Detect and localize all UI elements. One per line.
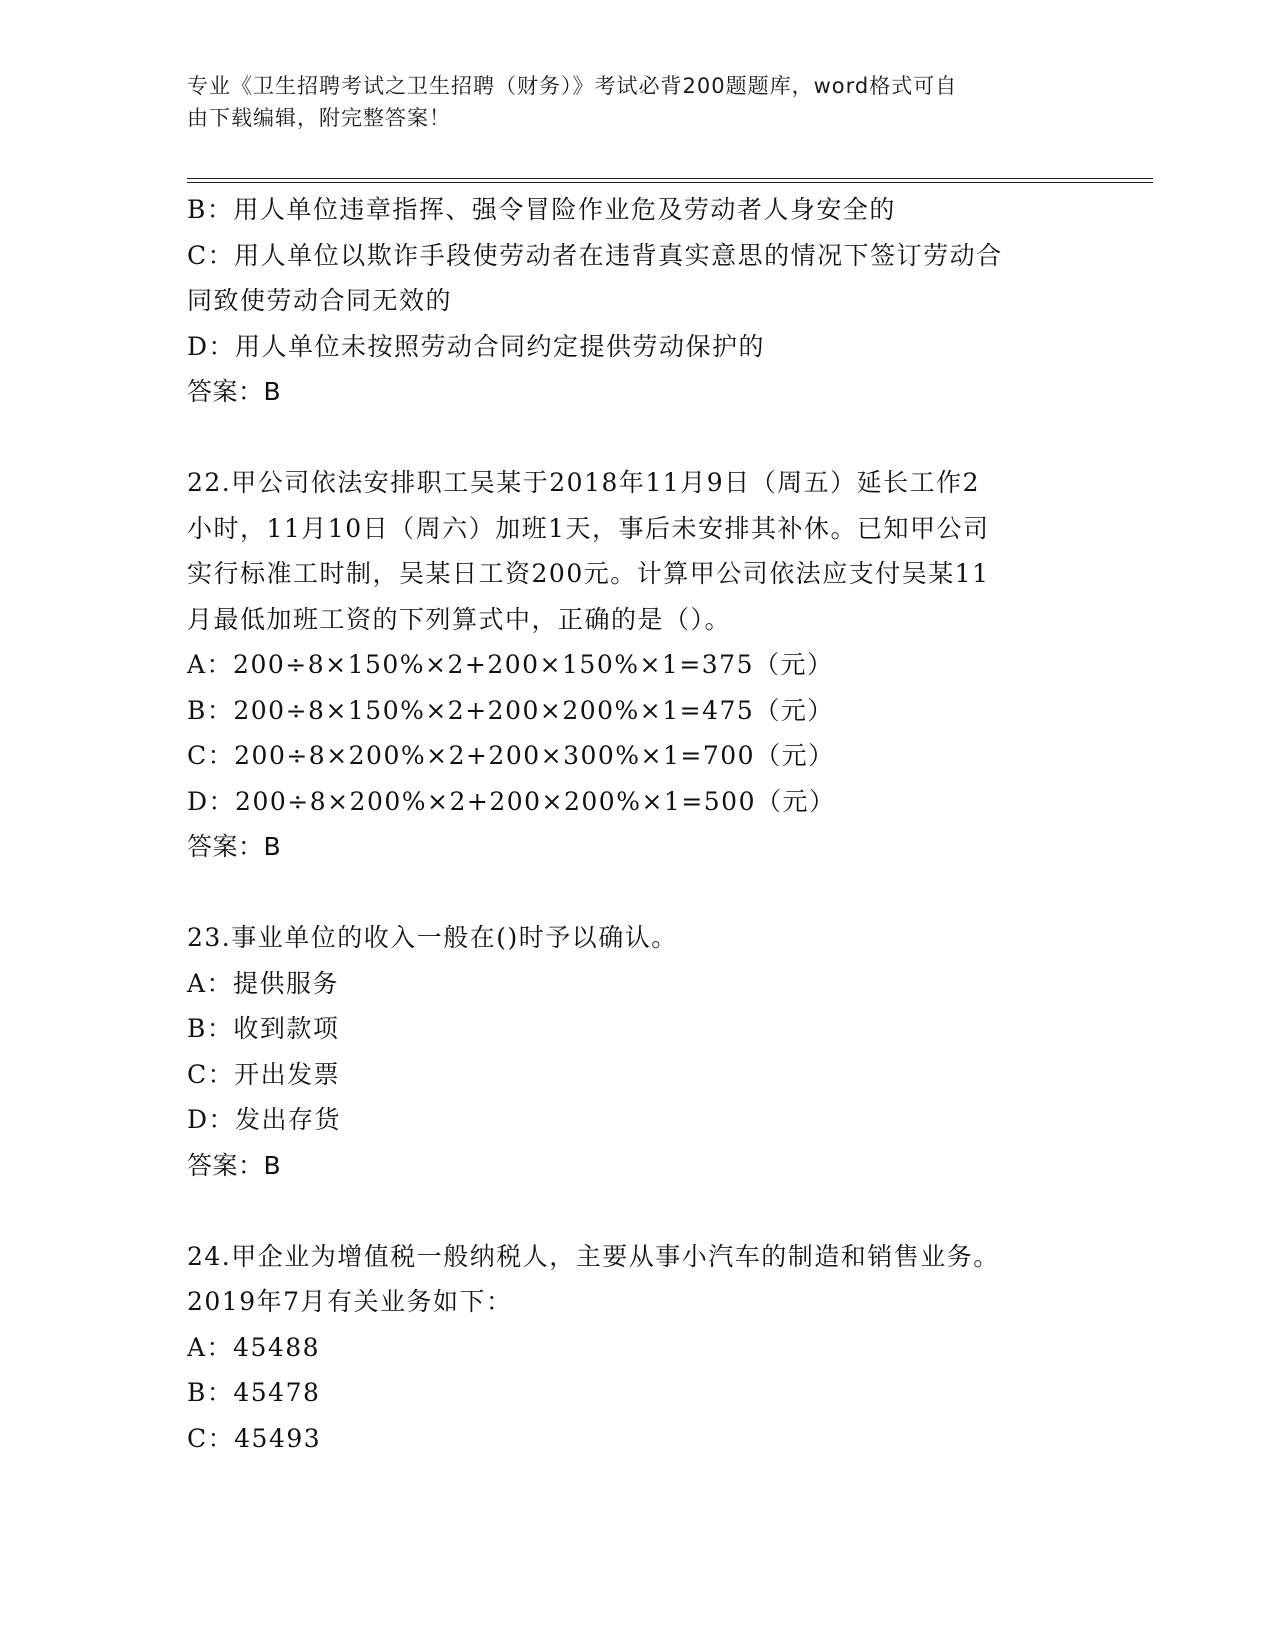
document-header [187, 70, 1067, 134]
q22-option-c: C：200÷8×200%×2+200×300%×1=700（元） [187, 741, 835, 770]
question-24 [187, 1234, 1087, 1462]
question-content [187, 187, 1087, 1461]
header-divider-bottom [187, 182, 1153, 183]
header-divider-top [187, 178, 1153, 179]
q23-option-a: A：提供服务 [187, 968, 340, 998]
q24-option-a: A：45488 [187, 1332, 321, 1362]
q24-stem-line-1: 24.甲企业为增值税一般纳税人，主要从事小汽车的制造和销售业务。 [187, 1241, 1000, 1271]
q21-option-c-line-2: 同致使劳动合同无效的 [187, 286, 453, 315]
q21-option-b: B：用人单位违章指挥、强令冒险作业危及劳动者人身安全的 [187, 195, 896, 224]
q23-option-b: B：收到款项 [187, 1014, 340, 1043]
spacer [187, 415, 1087, 461]
q22-option-a: A：200÷8×150%×2+200×150%×1=375（元） [187, 650, 834, 679]
q21-answer: 答案：B [187, 377, 282, 406]
q23-option-c: C：开出发票 [187, 1059, 341, 1089]
spacer [187, 1188, 1087, 1234]
question-22 [187, 460, 1087, 870]
q22-answer: 答案：B [187, 832, 282, 861]
q23-answer: 答案：B [187, 1150, 282, 1180]
q24-stem-line-2: 2019年7月有关业务如下： [187, 1287, 513, 1316]
q22-option-b: B：200÷8×150%×2+200×200%×1=475（元） [187, 695, 834, 725]
q22-option-d: D：200÷8×200%×2+200×200%×1=500（元） [187, 786, 836, 816]
q24-option-b: B：45478 [187, 1378, 321, 1407]
q22-stem-line-4: 月最低加班工资的下列算式中，正确的是（）。 [187, 604, 732, 634]
header-line-2: 由下载编辑，附完整答案！ [187, 106, 451, 130]
q22-stem-line-3: 实行标准工时制，吴某日工资200元。计算甲公司依法应支付吴某11 [187, 559, 990, 588]
q23-stem: 23.事业单位的收入一般在()时予以确认。 [187, 923, 678, 952]
q24-option-c: C：45493 [187, 1423, 322, 1453]
q23-option-d: D：发出存货 [187, 1105, 342, 1134]
spacer [187, 870, 1087, 916]
question-21-tail [187, 187, 1087, 415]
q21-option-d: D：用人单位未按照劳动合同约定提供劳动保护的 [187, 331, 766, 361]
q21-option-c-line-1: C：用人单位以欺诈手段使劳动者在违背真实意思的情况下签订劳动合 [187, 240, 1003, 270]
question-23 [187, 915, 1087, 1188]
q22-stem-line-2: 小时，11月10日（周六）加班1天，事后未安排其补休。已知甲公司 [187, 513, 990, 543]
q22-stem-line-1: 22.甲公司依法安排职工吴某于2018年11月9日（周五）延长工作2 [187, 468, 981, 497]
header-line-1: 专业《卫生招聘考试之卫生招聘（财务）》考试必背200题题库，word格式可自 [187, 74, 958, 98]
